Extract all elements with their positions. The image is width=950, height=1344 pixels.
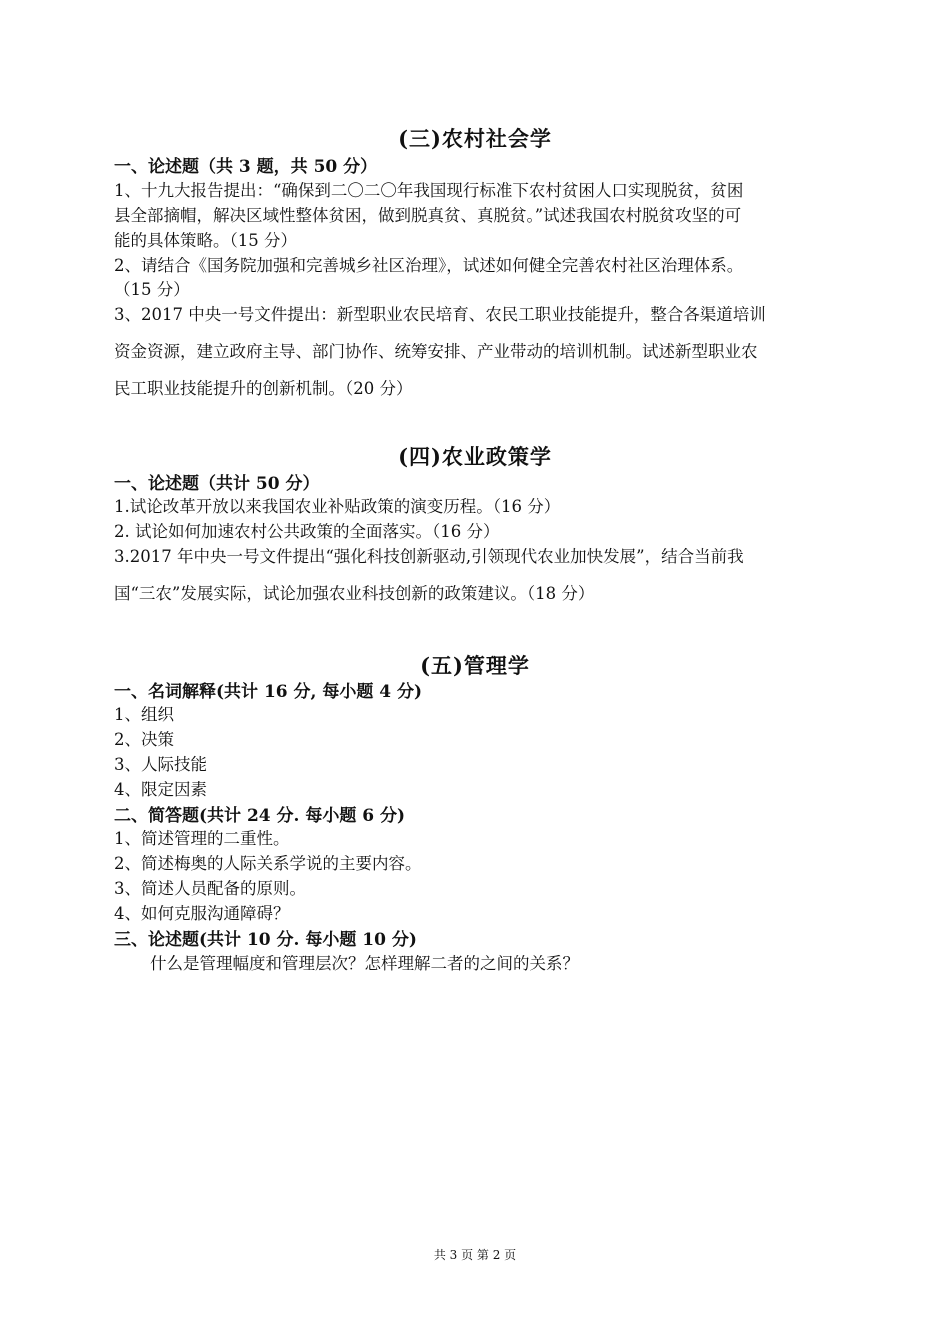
question-line: 资金资源，建立政府主导、部门协作、统筹安排、产业带动的培训机制。试述新型职业农 [114, 342, 758, 361]
short-answer-item: 4、如何克服沟通障碍？ [114, 904, 290, 923]
question-line: 2、请结合《国务院加强和完善城乡社区治理》，试述如何健全完善农村社区治理体系。 [114, 256, 744, 275]
question-line: 民工职业技能提升的创新机制。（20 分） [114, 379, 413, 398]
section-heading: 一、论述题（共计 50 分） [114, 474, 320, 494]
section-heading: 一、名词解释(共计 16 分, 每小题 4 分) [114, 682, 423, 702]
short-answer-item: 1、简述管理的二重性。 [114, 829, 290, 848]
term-item: 2、决策 [114, 730, 174, 749]
question-line: 3、2017 中央一号文件提出：新型职业农民培育、农民工职业技能提升，整合各渠道培训 [114, 305, 766, 324]
essay-question: 什么是管理幅度和管理层次？怎样理解二者的之间的关系？ [150, 954, 579, 973]
question-line: 国“三农”发展实际，试论加强农业科技创新的政策建议。（18 分） [114, 584, 595, 603]
term-item: 4、限定因素 [114, 780, 207, 799]
question-line: 2. 试论如何加速农村公共政策的全面落实。（16 分） [114, 522, 500, 541]
section-title-management: (五)管理学 [420, 653, 530, 678]
question-line: 3.2017 年中央一号文件提出“强化科技创新驱动,引领现代农业加快发展”，结合当前我 [114, 547, 744, 566]
section-title-agricultural-policy: (四)农业政策学 [398, 444, 552, 469]
question-line: 能的具体策略。（15 分） [114, 231, 297, 250]
question-line: 1、十九大报告提出：“确保到二〇二〇年我国现行标准下农村贫困人口实现脱贫，贫困 [114, 181, 744, 200]
short-answer-item: 3、简述人员配备的原则。 [114, 879, 306, 898]
section-title-rural-sociology: (三)农村社会学 [398, 126, 552, 151]
page-footer: 共 3 页 第 2 页 [433, 1248, 517, 1262]
section-heading: 一、论述题（共 3 题，共 50 分） [114, 157, 378, 177]
term-item: 1、组织 [114, 705, 174, 724]
section-heading: 三、论述题(共计 10 分. 每小题 10 分) [114, 930, 417, 950]
term-item: 3、人际技能 [114, 755, 207, 774]
short-answer-item: 2、简述梅奥的人际关系学说的主要内容。 [114, 854, 422, 873]
question-line: 县全部摘帽，解决区域性整体贫困，做到脱真贫、真脱贫。”试述我国农村脱贫攻坚的可 [114, 206, 742, 225]
question-line: 1.试论改革开放以来我国农业补贴政策的演变历程。（16 分） [114, 497, 561, 516]
section-heading: 二、简答题(共计 24 分. 每小题 6 分) [114, 806, 406, 826]
question-line: （15 分） [114, 280, 190, 299]
